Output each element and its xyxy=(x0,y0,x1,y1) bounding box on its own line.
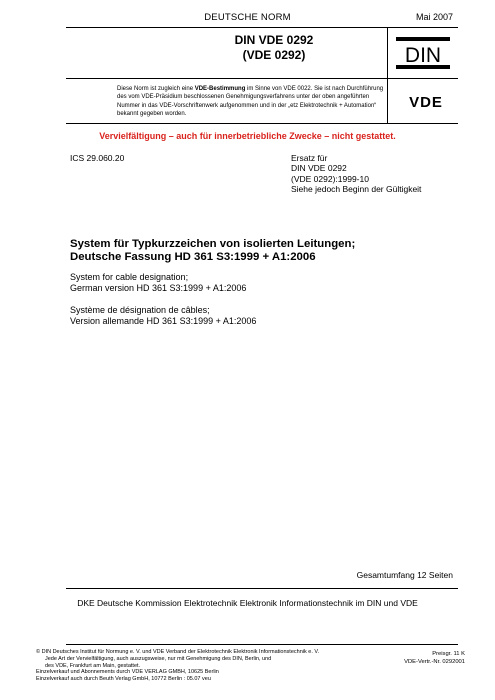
reproduction-notice: Vervielfältigung – auch für innerbetriebliche Zwecke – nicht gestattet. xyxy=(99,131,396,141)
standard-type-label: DEUTSCHE NORM xyxy=(204,12,291,23)
top-rule xyxy=(66,27,458,28)
price-info xyxy=(404,651,465,666)
mid-rule xyxy=(66,78,458,79)
title-french: Système de désignation de câbles; Version allemande HD 361 S3:1999 + A1:2006 xyxy=(70,305,257,326)
vde-logo-text: VDE xyxy=(409,94,443,108)
footer-rule xyxy=(66,644,458,645)
vde-logo xyxy=(395,94,457,108)
total-pages: Gesamtumfang 12 Seiten xyxy=(356,570,453,580)
notice-rule xyxy=(66,123,458,124)
committee-rule xyxy=(66,588,458,589)
title-german: System für Typkurzzeichen von isolierten Leitungen; Deutsche Fassung HD 361 S3:1999 + A1:2006 xyxy=(70,238,356,264)
order-number: VDE-Vertr.-Nr. 0292001 xyxy=(404,658,465,665)
copyright-notice: © DIN Deutsches Institut für Normung e. V. und VDE Verband der Elektrotechnik Elektronik Informationstechnik e. V. Jede Art der Vervielfältigung, auch auszugsweise, nur mit Genehmigung des DIN, Berlin, und des VDE, Frankfurt am Main, gestattet. Einzelverkauf und Abonnements durch VDE VERLAG GMBH, 10625 Berlin Einzelverkauf auch durch Beuth Verlag GmbH, 10772 Berlin : 05.07 veu xyxy=(36,649,320,683)
din-logo xyxy=(395,36,451,70)
title-english: System for cable designation; German version HD 361 S3:1999 + A1:2006 xyxy=(70,272,247,293)
price-group: Preisgr. 11 K xyxy=(432,651,465,657)
publication-date: Mai 2007 xyxy=(415,12,453,22)
vde-regulation-notice: Diese Norm ist zugleich eine VDE-Bestimmung im Sinne von VDE 0022. Sie ist nach Durchführung des vom VDE-Präsidium beschlossenen Genehmigungsverfahrens unter der oben angeführten Nummer in das VDE-Vorschriftenwerk aufgenommen und in der „etz Elektrotechnik + Automation“ bekannt gegeben worden. xyxy=(117,86,384,118)
vde-classification: (VDE 0292) xyxy=(242,48,306,62)
committee-name: DKE Deutsche Kommission Elektrotechnik Elektronik Informationstechnik im DIN und VDE xyxy=(77,598,418,608)
din-logo-text: DIN xyxy=(404,44,442,67)
replacement-info: Ersatz für DIN VDE 0292 (VDE 0292):1999-10 Siehe jedoch Beginn der Gültigkeit xyxy=(291,153,422,194)
ics-code: ICS 29.060.20 xyxy=(70,153,125,163)
document-number: DIN VDE 0292 xyxy=(234,33,314,47)
document-number-block xyxy=(180,33,368,63)
